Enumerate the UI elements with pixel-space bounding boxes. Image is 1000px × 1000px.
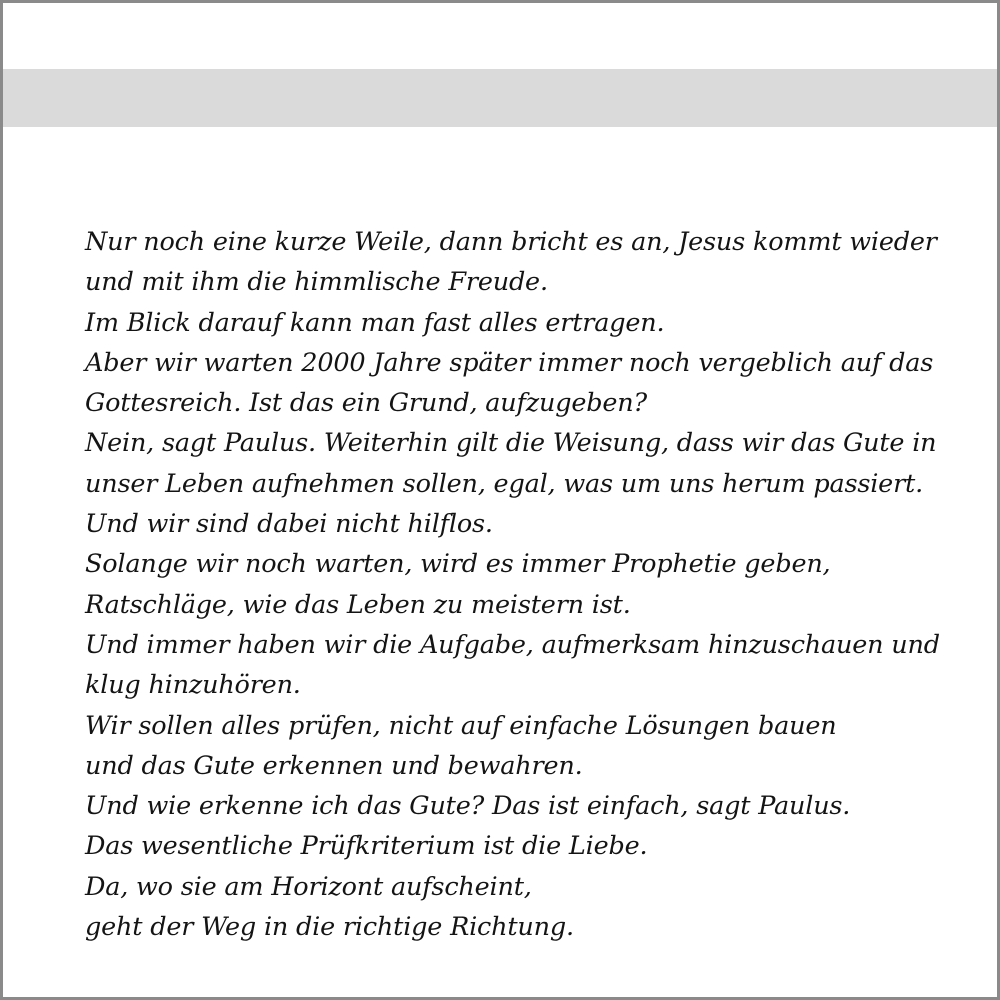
- header-band: [3, 69, 997, 127]
- text-line: Und wir sind dabei nicht hilflos.: [85, 509, 493, 540]
- text-line: Und wie erkenne ich das Gute? Das ist einfach, sagt Paulus.: [85, 791, 851, 822]
- text-line: Im Blick darauf kann man fast alles ertragen.: [85, 307, 665, 338]
- body-text: [85, 222, 985, 947]
- text-line: Da, wo sie am Horizont aufscheint,: [85, 871, 532, 902]
- text-line: Ratschläge, wie das Leben zu meistern ist.: [85, 589, 631, 620]
- text-line: unser Leben aufnehmen sollen, egal, was um uns herum passiert.: [85, 468, 924, 499]
- text-line: Das wesentliche Prüfkriterium ist die Liebe.: [85, 831, 648, 862]
- text-line: Nur noch eine kurze Weile, dann bricht es an, Jesus kommt wieder: [85, 227, 937, 257]
- text-line: Wir sollen alles prüfen, nicht auf einfache Lösungen bauen: [85, 710, 837, 741]
- text-line: Aber wir warten 2000 Jahre später immer noch vergeblich auf das: [85, 347, 934, 378]
- text-line: Solange wir noch warten, wird es immer Prophetie geben,: [85, 549, 831, 580]
- text-line: und das Gute erkennen und bewahren.: [85, 750, 583, 781]
- text-line: Nein, sagt Paulus. Weiterhin gilt die Weisung, dass wir das Gute in: [85, 428, 937, 459]
- text-line: Und immer haben wir die Aufgabe, aufmerksam hinzuschauen und: [85, 629, 940, 660]
- text-line: und mit ihm die himmlische Freude.: [85, 267, 548, 298]
- text-line: geht der Weg in die richtige Richtung.: [85, 912, 574, 943]
- text-line: Gottesreich. Ist das ein Grund, aufzugeben?: [85, 388, 647, 419]
- text-line: klug hinzuhören.: [85, 670, 301, 701]
